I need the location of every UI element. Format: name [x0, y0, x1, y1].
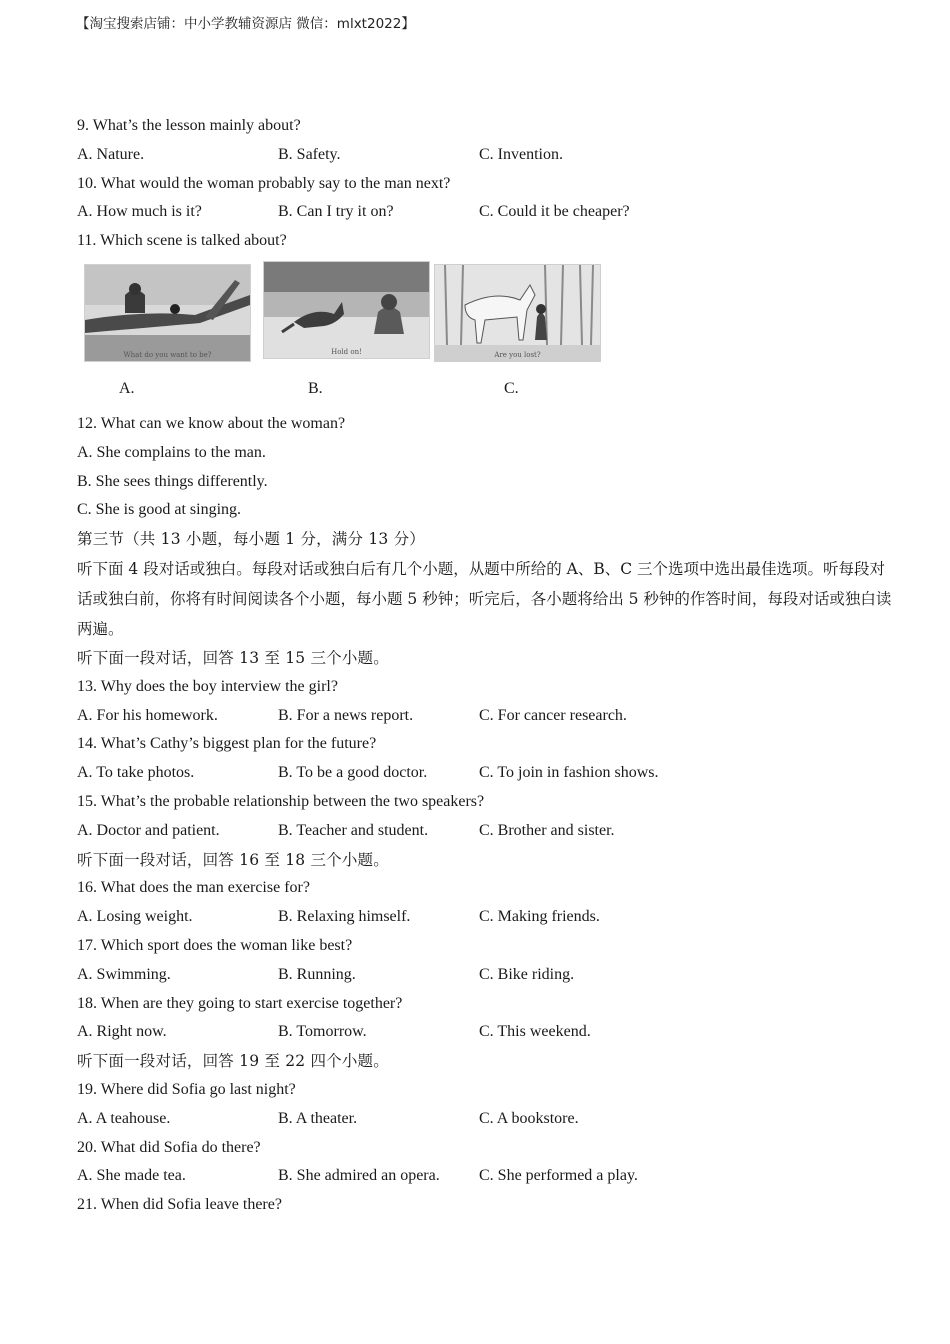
option-12c: C. She is good at singing. — [77, 501, 242, 519]
option-9a: A. Nature. — [77, 145, 145, 163]
options-13 — [77, 702, 897, 731]
option-19c: C. A bookstore. — [479, 1109, 579, 1127]
option-15c: C. Brother and sister. — [479, 821, 615, 839]
option-10a: A. How much is it? — [77, 203, 202, 221]
scene-c-image — [434, 264, 601, 362]
option-15a: A. Doctor and patient. — [77, 821, 220, 839]
question-12: 12. What can we know about the woman? — [77, 414, 346, 432]
question-15: 15. What’s the probable relationship between the two speakers? — [77, 792, 485, 810]
dialogue-1-intro: 听下面一段对话，回答 13 至 15 三个小题。 — [77, 648, 389, 667]
scene-a-caption: What do you want to be? — [123, 350, 212, 359]
page-header-watermark: 【淘宝搜索店铺：中小学教辅资源店 微信：mlxt2022】 — [76, 16, 415, 32]
options-14 — [77, 759, 897, 788]
scene-b-caption: Hold on! — [331, 347, 362, 356]
options-15 — [77, 817, 897, 846]
scene-a-image — [84, 264, 251, 362]
option-12a: A. She complains to the man. — [77, 443, 266, 461]
option-9b: B. Safety. — [278, 145, 341, 163]
scene-labels — [77, 368, 897, 410]
option-18c: C. This weekend. — [479, 1023, 591, 1041]
option-16c: C. Making friends. — [479, 908, 600, 926]
option-15b: B. Teacher and student. — [278, 821, 429, 839]
options-10 — [77, 198, 897, 227]
scene-label-a: A. — [119, 379, 135, 397]
scene-c-caption: Are you lost? — [494, 350, 541, 359]
dialogue-2-intro: 听下面一段对话，回答 16 至 18 三个小题。 — [77, 850, 389, 869]
question-10: 10. What would the woman probably say to the man next? — [77, 174, 451, 192]
options-16 — [77, 903, 897, 932]
question-14: 14. What’s Cathy’s biggest plan for the future? — [77, 735, 377, 753]
section-3-title: 第三节（共 13 小题，每小题 1 分，满分 13 分） — [77, 530, 425, 549]
question-20: 20. What did Sofia do there? — [77, 1138, 261, 1156]
question-21: 21. When did Sofia leave there? — [77, 1196, 282, 1214]
option-14b: B. To be a good doctor. — [278, 764, 428, 782]
option-17a: A. Swimming. — [77, 965, 171, 983]
option-17b: B. Running. — [278, 965, 356, 983]
question-11: 11. Which scene is talked about? — [77, 232, 287, 250]
option-16a: A. Losing weight. — [77, 908, 193, 926]
option-10c: C. Could it be cheaper? — [479, 203, 630, 221]
option-16b: B. Relaxing himself. — [278, 908, 411, 926]
option-17c: C. Bike riding. — [479, 965, 575, 983]
options-18 — [77, 1018, 897, 1047]
options-17 — [77, 961, 897, 990]
dialogue-3-intro: 听下面一段对话，回答 19 至 22 四个小题。 — [77, 1052, 389, 1071]
option-14c: C. To join in fashion shows. — [479, 764, 659, 782]
question-19: 19. Where did Sofia go last night? — [77, 1080, 296, 1098]
question-17: 17. Which sport does the woman like best? — [77, 936, 353, 954]
option-20b: B. She admired an opera. — [278, 1167, 440, 1185]
option-13c: C. For cancer research. — [479, 706, 627, 724]
scene-b-image — [263, 261, 430, 359]
scene-pictures — [77, 260, 897, 368]
options-9 — [77, 141, 897, 170]
scene-label-b: B. — [308, 379, 323, 397]
exam-content — [77, 112, 897, 1220]
option-19b: B. A theater. — [278, 1109, 358, 1127]
option-14a: A. To take photos. — [77, 764, 195, 782]
question-18: 18. When are they going to start exercise together? — [77, 994, 403, 1012]
section-3-instructions: 听下面 4 段对话或独白。每段对话或独白后有几个小题，从题中所给的 A、B、C 三个选项中选出最佳选项。听每段对话或独白前，你将有时间阅读各个小题，每小题 5 秒钟；听完后，各小题将给出 5 秒钟的作答时间，每段对话或独白读两遍。 — [77, 559, 892, 638]
options-20 — [77, 1162, 897, 1191]
question-16: 16. What does the man exercise for? — [77, 879, 310, 897]
option-18b: B. Tomorrow. — [278, 1023, 367, 1041]
option-13a: A. For his homework. — [77, 706, 218, 724]
question-9: 9. What’s the lesson mainly about? — [77, 117, 301, 134]
scene-label-c: C. — [504, 379, 519, 397]
question-13: 13. Why does the boy interview the girl? — [77, 677, 338, 695]
option-18a: A. Right now. — [77, 1023, 167, 1041]
option-20a: A. She made tea. — [77, 1167, 186, 1185]
option-9c: C. Invention. — [479, 145, 563, 163]
option-13b: B. For a news report. — [278, 706, 414, 724]
option-10b: B. Can I try it on? — [278, 203, 394, 221]
option-20c: C. She performed a play. — [479, 1167, 638, 1185]
options-19 — [77, 1105, 897, 1134]
option-19a: A. A teahouse. — [77, 1109, 171, 1127]
option-12b: B. She sees things differently. — [77, 472, 268, 490]
